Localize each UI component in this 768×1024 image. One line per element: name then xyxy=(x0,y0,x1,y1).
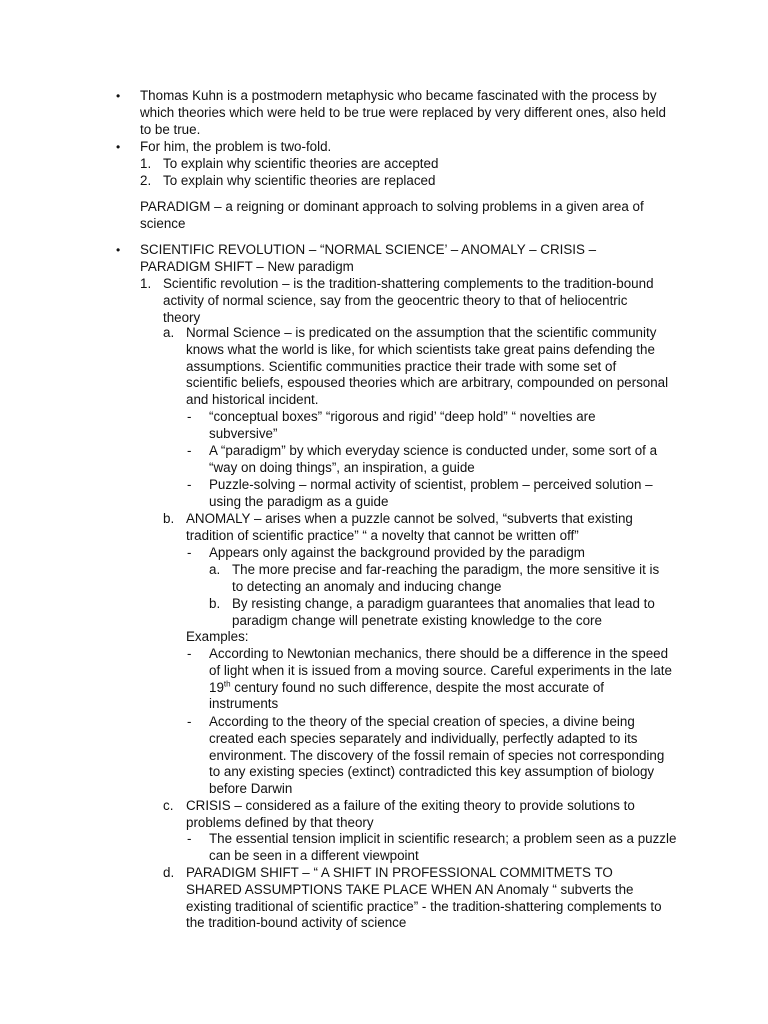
list-letter: d. xyxy=(163,865,175,880)
reason-item: To explain why scientific theories are replaced xyxy=(163,173,436,188)
example-item: According to the theory of the special creation of species, a divine being created each species separately and individually, perfectly adapted to its environment. The discovery of the fossil remain of species not corresponding to any existing species (extinct) contradicted this key assumption of biology before Darwin xyxy=(209,714,665,797)
example-text: According to Newtonian mechanics, there should be a difference in the speed of light when it is issued from a moving source. Careful experiments in the late 19 xyxy=(209,646,672,695)
anomaly-dash: Appears only against the background provided by the paradigm xyxy=(209,545,585,560)
list-letter: a. xyxy=(163,325,175,340)
kuhn-paragraph: Thomas Kuhn is a postmodern metaphysic who became fascinated with the process by which theories which were held to be true were replaced by very different ones, also held to be true. xyxy=(140,88,667,137)
normal-science-dash: Puzzle-solving – normal activity of scientist, problem – perceived solution – using the paradigm as a guide xyxy=(209,477,653,509)
bullet-marker: • xyxy=(116,140,121,154)
dash-marker: - xyxy=(187,443,192,458)
bullet-marker: • xyxy=(116,89,121,103)
list-letter: c. xyxy=(163,798,174,813)
normal-science-item: Normal Science – is predicated on the assumption that the scientific community knows what the world is like, for which scientists take great pains defending the assumptions. Scientific communities practice their trade with some set of scientific beliefs, espoused theories which are arbitrary, compounded on personal and historical incident. xyxy=(186,325,669,408)
dash-marker: - xyxy=(187,831,192,846)
problem-statement: For him, the problem is two-fold. xyxy=(140,139,332,154)
anomaly-subitem: By resisting change, a paradigm guarantees that anomalies that lead to paradigm change will penetrate existing knowledge to the core xyxy=(232,596,655,628)
dash-marker: - xyxy=(187,646,192,661)
anomaly-item: ANOMALY – arises when a puzzle cannot be solved, “subverts that existing tradition of scientific practice” “ a novelty that cannot be written off” xyxy=(186,511,633,543)
examples-label: Examples: xyxy=(186,629,249,644)
dash-marker: - xyxy=(187,409,192,424)
ordinal-suffix: th xyxy=(223,679,231,689)
list-number: 1. xyxy=(140,156,152,171)
list-number: 2. xyxy=(140,173,152,188)
revolution-heading: SCIENTIFIC REVOLUTION – “NORMAL SCIENCE’ – ANOMALY – CRISIS – PARADIGM SHIFT – New paradigm xyxy=(140,242,597,274)
paradigm-definition: PARADIGM – a reigning or dominant approach to solving problems in a given area of science xyxy=(140,199,644,231)
scientific-revolution-item: Scientific revolution – is the tradition-shattering complements to the tradition-bound activity of normal science, say from the geocentric theory to that of heliocentric theory xyxy=(163,276,654,325)
normal-science-dash: “conceptual boxes” “rigorous and rigid’ “deep hold” “ novelties are subversive” xyxy=(209,409,596,441)
dash-marker: - xyxy=(187,545,192,560)
dash-marker: - xyxy=(187,477,192,492)
dash-marker: - xyxy=(187,714,192,729)
paradigm-shift-item: PARADIGM SHIFT – “ A SHIFT IN PROFESSIONAL COMMITMETS TO SHARED ASSUMPTIONS TAKE PLACE WHEN AN Anomaly “ subverts the existing traditional of scientific practice” - the tradition-shattering complements to the tradition-bound activity of science xyxy=(186,865,662,931)
bullet-marker: • xyxy=(116,243,121,257)
normal-science-dash: A “paradigm” by which everyday science is conducted under, some sort of a “way on doing things”, an inspiration, a guide xyxy=(209,443,658,475)
example-text: century found no such difference, despite the most accurate of instruments xyxy=(209,679,605,712)
example-item xyxy=(209,646,672,713)
list-letter: a. xyxy=(209,562,221,577)
list-letter: b. xyxy=(209,596,221,611)
anomaly-subitem: The more precise and far-reaching the paradigm, the more sensitive it is to detecting an anomaly and inducing change xyxy=(232,562,660,594)
crisis-item: CRISIS – considered as a failure of the exiting theory to provide solutions to problems defined by that theory xyxy=(186,798,635,830)
crisis-dash: The essential tension implicit in scientific research; a problem seen as a puzzle can be seen in a different viewpoint xyxy=(209,831,677,863)
reason-item: To explain why scientific theories are accepted xyxy=(163,156,439,171)
list-number: 1. xyxy=(140,276,152,291)
list-letter: b. xyxy=(163,511,175,526)
